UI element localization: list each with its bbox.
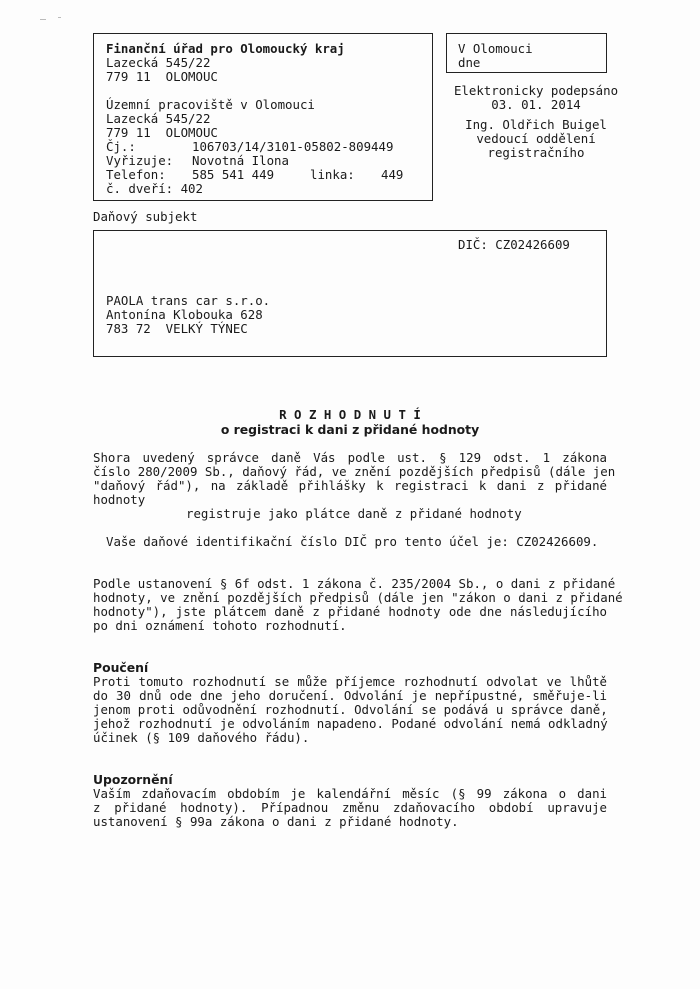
subject-street: Antonína Klobouka 628 [106,307,263,322]
paragraph-line: jehož rozhodnutí je odvoláním napadeno. Podané odvolání nemá odkladný [93,716,608,731]
decision-subtitle: o registraci k dani z přidané hodnoty [220,422,480,437]
paragraph-line: účinek (§ 109 daňového řádu). [93,730,310,745]
signature-label: Elektronicky podepsáno [453,83,619,98]
vyrizuje-value: Novotná Ilona [192,153,289,168]
linka-label: linka: [310,167,355,182]
pouceni-heading: Poučení [93,660,149,675]
place-line: V Olomouci [458,41,533,56]
office-street: Lazecká 545/22 [106,55,211,70]
cj-label: Čj.: [106,139,136,154]
paragraph-line: ustanovení § 99a zákona o dani z přidané hodnoty. [93,814,459,829]
subject-city: 783 72 VELKÝ TÝNEC [106,321,248,336]
paragraph-line: hodnoty [93,492,146,507]
scan-mark [40,19,46,20]
paragraph-line: Shora uvedený správce daně Vás podle ust. § 129 odst. 1 zákona [93,450,607,465]
telefon-label: Telefon: [106,167,166,182]
paragraph-line: z přidané hodnoty). Případnou změnu zdaňovacího období upravuje [93,800,607,815]
signer-position: vedoucí oddělení [476,131,596,146]
linka-value: 449 [381,167,404,182]
registration-statement: registruje jako plátce daně z přidané hodnoty [186,506,522,521]
paragraph-line: po dni oznámení tohoto rozhodnutí. [93,618,347,633]
office-city: 779 11 OLOMOUC [106,69,218,84]
cj-value: 106703/14/3101-05802-809449 [192,139,394,154]
vyrizuje-label: Vyřizuje: [106,153,174,168]
paragraph-line: "daňový řád"), na základě přihlášky k registraci k dani z přidané [93,478,607,493]
paragraph-line: číslo 280/2009 Sb., daňový řád, ve znění pozdějších předpisů (dále jen [93,464,616,479]
tax-subject-label: Daňový subjekt [93,209,198,224]
telefon-value: 585 541 449 [192,167,275,182]
office-branch-street: Lazecká 545/22 [106,111,211,126]
upozorneni-heading: Upozornění [93,772,173,787]
paragraph-line: Podle ustanovení § 6f odst. 1 zákona č. 235/2004 Sb., o dani z přidané [93,576,616,591]
office-branch: Územní pracoviště v Olomouci [106,97,315,112]
subject-name: PAOLA trans car s.r.o. [106,293,271,308]
dic-statement: Vaše daňové identifikační číslo DIČ pro tento účel je: CZ02426609. [106,534,599,549]
date-line: dne [458,55,481,70]
scan-mark [58,17,61,18]
decision-title: R O Z H O D N U T Í [279,407,421,422]
paragraph-line: Proti tomuto rozhodnutí se může příjemce rozhodnutí odvolat ve lhůtě [93,674,607,689]
signer-department: registračního [487,145,585,160]
signer-name: Ing. Oldřich Buigel [465,117,607,132]
dic: DIČ: CZ02426609 [458,237,570,252]
signature-date: 03. 01. 2014 [491,97,581,112]
paragraph-line: hodnoty, ve znění pozdějších předpisů (dále jen "zákon o dani z přidané [93,590,623,605]
office-name: Finanční úřad pro Olomoucký kraj [106,41,345,56]
paragraph-line: hodnoty"), jste plátcem daně z přidané hodnoty ode dne následujícího [93,604,607,619]
door-number: č. dveří: 402 [106,181,203,196]
paragraph-line: do 30 dnů ode dne jeho doručení. Odvolání je nepřípustné, směřuje-li [93,688,607,703]
office-branch-city: 779 11 OLOMOUC [106,125,218,140]
paragraph-line: Vaším zdaňovacím obdobím je kalendářní měsíc (§ 99 zákona o dani [93,786,607,801]
paragraph-line: jenom proti odůvodnění rozhodnutí. Odvolání se podává u správce daně, [93,702,608,717]
